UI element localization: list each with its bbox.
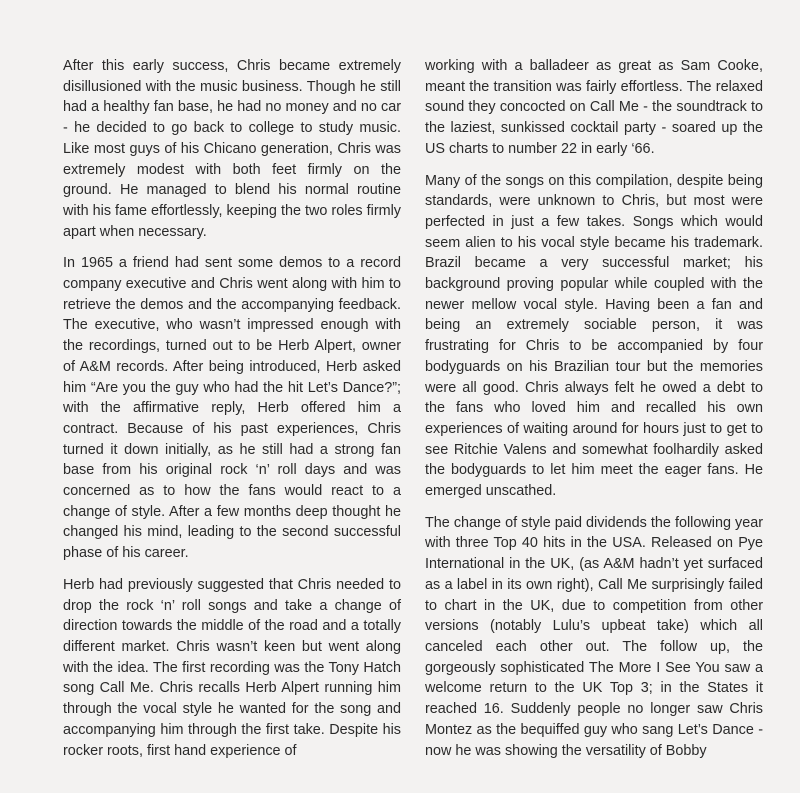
right-text-column bbox=[425, 56, 763, 772]
paragraph: Many of the songs on this compilation, despite being standards, were unknown to Chris, but most were perfected in just a few takes. Songs which would seem alien to his vocal style became his trademark. Brazil became a very successful market; his background proving popular while coupled with the newer mellow vocal style. Having been a fan and being an extremely sociable person, it was frustrating for Chris to be accompanied by four bodyguards on his Brazilian tour but the memories were all good. Chris always felt he owed a debt to the fans who loved him and recalled his own experiences of waiting around for hours just to get to see Ritchie Valens and somewhat foolhardily asked the bodyguards to let him meet the eager fans. He emerged unscathed. bbox=[425, 172, 763, 500]
left-text-column bbox=[63, 56, 401, 772]
paragraph: working with a balladeer as great as Sam Cooke, meant the transition was fairly effortless. The relaxed sound they concocted on Call Me - the soundtrack to the laziest, sunkissed cocktail party - soared up the US charts to number 22 in early ‘66. bbox=[425, 58, 763, 157]
paragraph: After this early success, Chris became extremely disillusioned with the music business. Though he still had a healthy fan base, he had no money and no car - he decided to go back to college to study music. Like most guys of his Chicano generation, Chris was extremely modest with both feet firmly on the ground. He managed to blend his normal routine with his fame effortlessly, keeping the two roles firmly apart when necessary. bbox=[63, 58, 401, 240]
paragraph: In 1965 a friend had sent some demos to a record company executive and Chris went along with him to retrieve the demos and the accompanying feedback. The executive, who wasn’t impressed enough with the recordings, turned out to be Herb Alpert, owner of A&M records. After being introduced, Herb asked him “Are you the guy who had the hit Let’s Dance?”; with the affirmative reply, Herb offered him a contract. Because of his past experiences, Chris turned it down initially, as he still had a strong fan base from his original rock ‘n’ roll days and was concerned as to how the fans would react to a change of style. After a few months deep thought he changed his mind, leading to the second successful phase of his career. bbox=[63, 255, 401, 562]
paragraph: Herb had previously suggested that Chris needed to drop the rock ‘n’ roll songs and take a change of direction towards the middle of the road and a totally different market. Chris wasn’t keen but went along with the idea. The first recording was the Tony Hatch song Call Me. Chris recalls Herb Alpert running him through the vocal style he wanted for the song and accompanying him through the first take. Despite his rocker roots, first hand experience of bbox=[63, 576, 401, 759]
paragraph: The change of style paid dividends the following year with three Top 40 hits in the USA. Released on Pye International in the UK, (as A&M hadn’t yet surfaced as a label in its own right), Call Me surprisingly failed to chart in the UK, due to competition from other versions (notably Lulu’s upbeat take) which all canceled each other out. The follow up, the gorgeously sophisticated The More I See You saw a welcome return to the UK Top 3; in the States it reached 16. Suddenly people no longer saw Chris Montez as the bequiffed guy who sang Let’s Dance - now he was showing the versatility of Bobby bbox=[425, 514, 763, 759]
